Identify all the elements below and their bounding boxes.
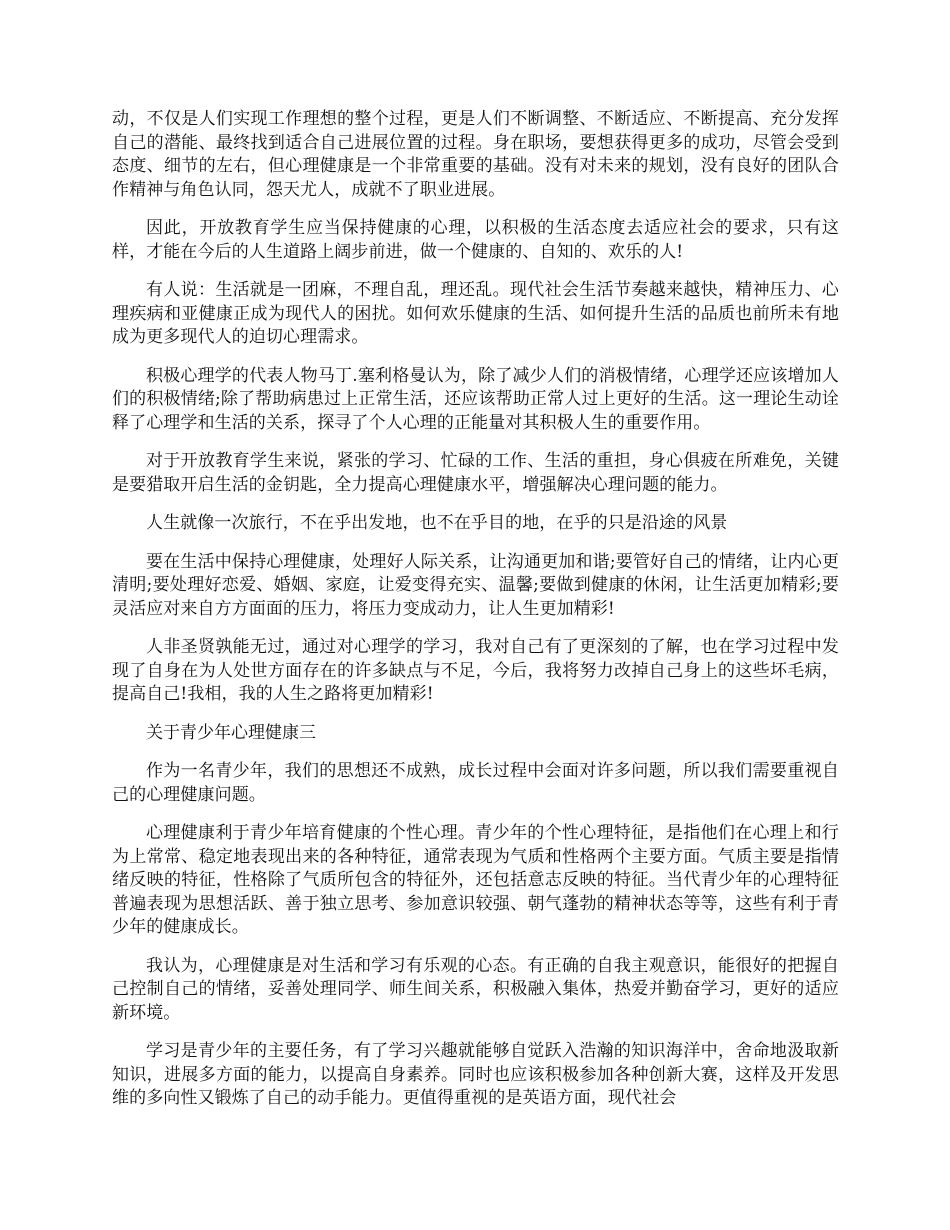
paragraph-optimistic-attitude: 我认为，心理健康是对生活和学习有乐观的心态。有正确的自我主观意识，能很好的把握自己控制自己的情绪，妥善处理同学、师生间关系，积极融入集体，热爱并勤奋学习，更好的适应新环境。 (112, 955, 839, 1023)
paragraph-student-burden: 对于开放教育学生来说，紧张的学习、忙碌的工作、生活的重担，身心俱疲在所难免，关键是要猎取开启生活的金钥匙，全力提高心理健康水平，增强解决心理问题的能力。 (112, 451, 839, 495)
paragraph-career-development: 动，不仅是人们实现工作理想的整个过程，更是人们不断调整、不断适应、不断提高、充分发挥自己的潜能、最终找到适合自己进展位置的过程。身在职场，要想获得更多的成功，尽管会受到态度、细节的左右，但心理健康是一个非常重要的基础。没有对未来的规划，没有良好的团队合作精神与角色认同，怨天尤人，成就不了职业进展。 (112, 109, 839, 200)
document-page (112, 108, 839, 1126)
paragraph-keep-mental-health: 要在生活中保持心理健康，处理好人际关系，让沟通更加和谐;要管好自己的情绪，让内心更清明;要处理好恋爱、婚姻、家庭，让爱变得充实、温馨;要做到健康的休闲，让生活更加精彩;要灵活应对来自方方面面的压力，将压力变成动力，让人生更加精彩! (112, 551, 839, 619)
paragraph-life-journey: 人生就像一次旅行，不在乎出发地，也不在乎目的地，在乎的只是沿途的风景 (146, 513, 728, 533)
paragraph-youth-intro: 作为一名青少年，我们的思想还不成熟，成长过程中会面对许多问题，所以我们需要重视自己的心理健康问题。 (112, 761, 839, 805)
paragraph-healthy-mindset: 因此，开放教育学生应当保持健康的心理，以积极的生活态度去适应社会的要求，只有这样，才能在今后的人生道路上阔步前进，做一个健康的、自知的、欢乐的人! (112, 218, 839, 262)
paragraph-learning-task: 学习是青少年的主要任务，有了学习兴趣就能够自觉跃入浩瀚的知识海洋中，舍命地汲取新知识，进展多方面的能力，以提高自身素养。同时也应该积极参加各种创新大赛，这样及开发思维的多向性又锻炼了自己的动手能力。更值得重视的是英语方面，现代社会 (112, 1041, 839, 1108)
paragraph-life-pressure: 有人说：生活就是一团麻，不理自乱，理还乱。现代社会生活节奏越来越快，精神压力、心理疾病和亚健康正成为现代人的困扰。如何欢乐健康的生活、如何提升生活的品质也前所未有地成为更多现代人的迫切心理需求。 (112, 280, 839, 347)
paragraph-positive-psychology: 积极心理学的代表人物马丁.塞利格曼认为，除了减少人们的消极情绪，心理学还应该增加人们的积极情绪;除了帮助病患过上正常生活，还应该帮助正常人过上更好的生活。这一理论生动诠释了心理学和生活的关系，探寻了个人心理的正能量对其积极人生的重要作用。 (112, 365, 839, 433)
paragraph-youth-personality: 心理健康利于青少年培育健康的个性心理。青少年的个性心理特征，是指他们在心理上和行为上常常、稳定地表现出来的各种特征，通常表现为气质和性格两个主要方面。气质主要是指情绪反映的特征，性格除了气质所包含的特征外，还包括意志反映的特征。当代青少年的心理特征普遍表现为思想活跃、善于独立思考、参加意识较强、朝气蓬勃的精神状态等等，这些有利于青少年的健康成长。 (112, 823, 839, 937)
section-heading-youth-mental-health: 关于青少年心理健康三 (146, 722, 316, 743)
paragraph-self-reflection: 人非圣贤孰能无过，通过对心理学的学习，我对自己有了更深刻的了解，也在学习过程中发现了自身在为人处世方面存在的许多缺点与不足，今后，我将努力改掉自己身上的这些坏毛病，提高自己!我相，我的人生之路将更加精彩! (112, 637, 839, 704)
